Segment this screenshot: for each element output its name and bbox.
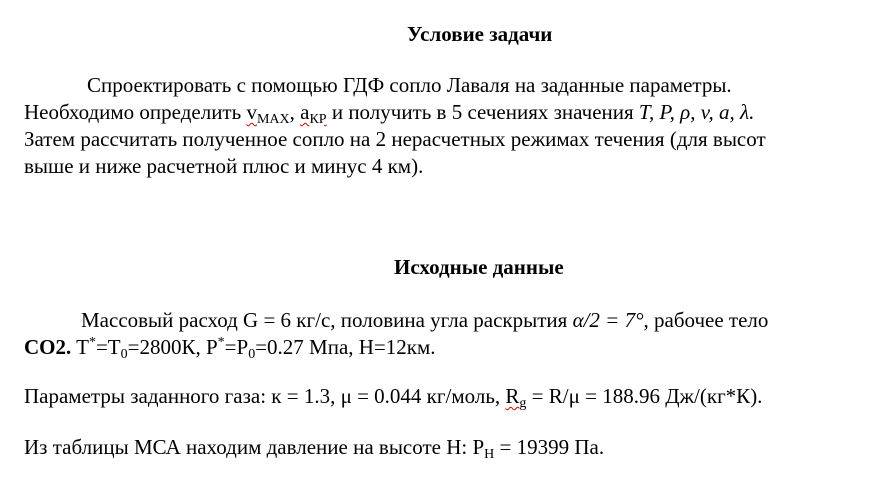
gas-parameters-line (24, 383, 864, 410)
problem-line-1: Спроектировать с помощью ГДФ сопло Лаваля на заданные параметры. (87, 73, 732, 97)
input-data-paragraph (24, 307, 864, 361)
h-subscript: H (484, 447, 495, 462)
v-max-symbol (246, 100, 290, 127)
superscript-star: * (217, 335, 225, 350)
v-main: v (246, 100, 257, 124)
text-fragment: =2800К, P (127, 335, 218, 359)
a-kr-symbol (300, 100, 327, 127)
text-fragment: и получить в 5 сечениях значения (326, 100, 639, 124)
gas-parameters-paragraph (24, 383, 864, 410)
a-subscript: КР (309, 112, 327, 127)
text-fragment: =P (224, 335, 249, 359)
comma: , (289, 100, 301, 124)
variables-list: T, P, ρ, v, a, λ. (638, 100, 755, 124)
a-main: a (300, 100, 310, 124)
mca-pressure-line (24, 434, 864, 461)
r-main: R (505, 384, 520, 408)
text-fragment: Необходимо определить (24, 100, 247, 124)
problem-line-2 (24, 99, 864, 126)
text-fragment: =T (95, 335, 121, 359)
problem-line-4: выше и ниже расчетной плюс и минус 4 км). (24, 154, 424, 178)
r-subscript: g (519, 396, 527, 411)
superscript-star: * (88, 335, 96, 350)
subscript-zero: 0 (248, 347, 256, 362)
problem-paragraph (24, 72, 864, 180)
input-line-2 (24, 334, 864, 361)
problem-line-3: Затем рассчитать полученное сопло на 2 нерасчетных режимах течения (для высот (24, 127, 766, 151)
working-gas: CO2. (24, 335, 72, 359)
text-fragment: = 19399 Па. (494, 435, 605, 459)
text-fragment: Параметры заданного газа: к = 1.3, μ = 0.044 кг/моль, (24, 384, 506, 408)
subscript-zero: 0 (120, 347, 128, 362)
input-line-1 (24, 307, 864, 334)
section-title-problem: Условие задачи (407, 22, 553, 46)
text-fragment: =0.27 Мпа, H=12км. (255, 335, 436, 359)
mca-pressure-paragraph (24, 434, 864, 461)
half-angle: α/2 = 7° (572, 308, 644, 332)
text-fragment: , рабочее тело (643, 308, 769, 332)
text-fragment: T (71, 335, 89, 359)
v-subscript: MAX (256, 112, 290, 127)
text-fragment: Массовый расход G = 6 кг/с, половина угла раскрытия (81, 308, 573, 332)
text-fragment: Из таблицы МСА находим давление на высоте H: P (24, 435, 485, 459)
section-title-input-data: Исходные данные (394, 255, 564, 279)
rg-symbol (505, 384, 527, 411)
text-fragment: = R/μ = 188.96 Дж/(кг*К). (526, 384, 763, 408)
